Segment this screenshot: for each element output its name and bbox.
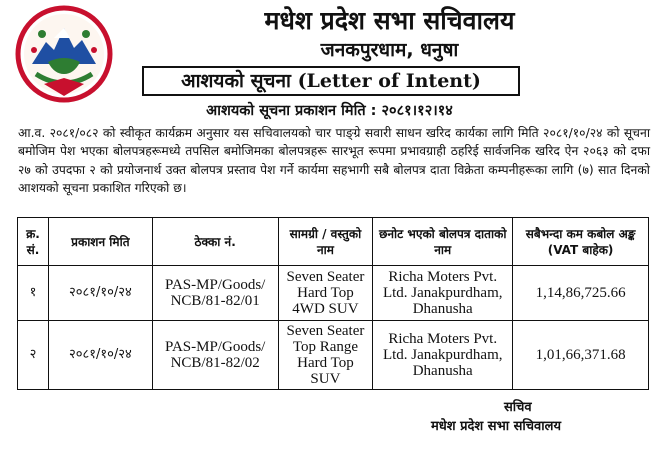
header-date: प्रकाशन मिति xyxy=(48,218,152,266)
header-bidder: छनोट भएको बोलपत्र दाताको नाम xyxy=(373,218,513,266)
cell-bidder: Richa Moters Pvt. Ltd. Janakpurdham, Dhanusha xyxy=(373,321,513,390)
header-sn: क्र. सं. xyxy=(18,218,49,266)
table-row xyxy=(18,266,649,321)
cell-date: २०८१/१०/२४ xyxy=(48,266,152,321)
cell-amount: 1,14,86,725.66 xyxy=(513,266,649,321)
notice-body: आ.व. २०८१/०८२ को स्वीकृत कार्यक्रम अनुसार यस सचिवालयको चार पाङ्ग्रे सवारी साधन खरिद कार्यका लागि मिति २०८१/१०/२४ को सूचना बमोजिम पेश भएका बोलपत्रहरूमध्ये तपसिल बमोजिमका बोलपत्रहरू सारभूत रूपमा प्रभावग्राही ठहरिई सार्वजनिक खरिद ऐन २०६३ को दफा २७ को उपदफा २ को प्रयोजनार्थ उक्त बोलपत्र प्रस्ताव पेश गर्ने कार्यमा सहभागी सबै बोलपत्र दाता विक्रेता कम्पनीहरूका लागि (७) सात दिनको आशयको सूचना प्रकाशित गरिएको छ। xyxy=(18,126,650,195)
nepal-emblem-icon xyxy=(14,4,114,104)
table-row xyxy=(18,321,649,390)
cell-sn: १ xyxy=(18,266,49,321)
signatory-office: मधेश प्रदेश सभा सचिवालय xyxy=(431,419,561,434)
cell-date: २०८१/१०/२४ xyxy=(48,321,152,390)
cell-goods: Seven Seater Hard Top 4WD SUV xyxy=(278,266,373,321)
header-amount: सबैभन्दा कम कबोल अङ्क (VAT बाहेक) xyxy=(513,218,649,266)
signatory-title: सचिव xyxy=(504,400,532,415)
header-contract: ठेक्का नं. xyxy=(152,218,278,266)
notice-title-box xyxy=(142,66,520,96)
intent-table xyxy=(17,217,649,390)
cell-goods: Seven Seater Top Range Hard Top SUV xyxy=(278,321,373,390)
table-header-row xyxy=(18,218,649,266)
office-title: मधेश प्रदेश सभा सचिवालय xyxy=(264,6,515,35)
cell-contract: PAS-MP/Goods/ NCB/81-82/02 xyxy=(152,321,278,390)
cell-amount: 1,01,66,371.68 xyxy=(513,321,649,390)
notice-title: आशयको सूचना (Letter of Intent) xyxy=(181,70,481,92)
cell-contract: PAS-MP/Goods/ NCB/81-82/01 xyxy=(152,266,278,321)
header-goods: सामग्री / वस्तुको नाम xyxy=(278,218,373,266)
cell-sn: २ xyxy=(18,321,49,390)
cell-bidder: Richa Moters Pvt. Ltd. Janakpurdham, Dhanusha xyxy=(373,266,513,321)
office-location: जनकपुरधाम, धनुषा xyxy=(320,39,459,61)
publication-date: आशयको सूचना प्रकाशन मिति : २०८१।१२।१४ xyxy=(206,103,453,119)
